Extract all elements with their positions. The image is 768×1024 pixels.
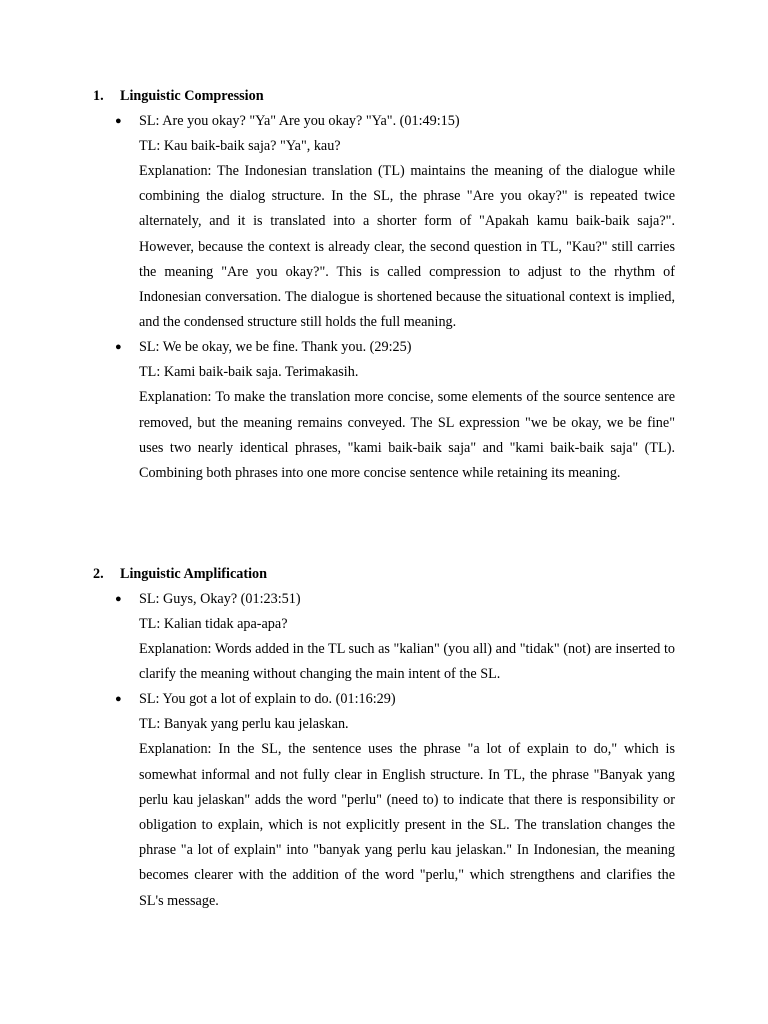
- explanation-paragraph: Explanation: In the SL, the sentence uses the phrase "a lot of explain to do," which is somewhat informal and not fully clear in English structure. In TL, the phrase "Banyak yang perlu kau jelaskan" adds the word "perlu" (need to) to indicate that there is responsibility or obligation to explain, which is not explicitly present in the SL. The translation changes the phrase "a lot of explain" into "banyak yang perlu kau jelaskan." In Indonesian, the meaning becomes clearer with the addition of the word "perlu," which strengthens and clarifies the SL's message.: [139, 741, 675, 909]
- target-language-line: TL: Banyak yang perlu kau jelaskan.: [139, 716, 349, 733]
- section-number: 1.: [93, 88, 104, 104]
- target-language-line: TL: Kau baik-baik saja? "Ya", kau?: [139, 138, 341, 154]
- explanation-paragraph: Explanation: To make the translation more concise, some elements of the source sentence are removed, but the meaning remains conveyed. The SL expression "we be okay, we be fine" uses two nearly identical phrases, "kami baik-baik saja" and "kami baik-baik saja" (TL). Combining both phrases into one more concise sentence while retaining its meaning.: [139, 389, 675, 482]
- explanation-paragraph: Explanation: Words added in the TL such as "kalian" (you all) and "tidak" (not) are inserted to clarify the meaning without changing the main intent of the SL.: [139, 641, 675, 683]
- section-number: 2.: [93, 566, 104, 582]
- section-title: Linguistic Compression: [120, 88, 264, 104]
- target-language-line: TL: Kami baik-baik saja. Terimakasih.: [139, 364, 359, 381]
- list-item: [93, 109, 675, 335]
- bullet-icon: ●: [115, 115, 122, 127]
- bullet-icon: ●: [115, 693, 122, 706]
- source-language-line: SL: You got a lot of explain to do. (01:16:29): [139, 691, 396, 708]
- section-heading: [93, 84, 675, 109]
- explanation-paragraph: Explanation: The Indonesian translation (TL) maintains the meaning of the dialogue while combining the dialog structure. In the SL, the phrase "Are you okay?" is repeated twice alternately, and it is translated into a shorter form of "Apakah kamu baik-baik saja?". However, because the context is already clear, the second question in TL, "Kau?" still carries the meaning "Are you okay?". This is called compression to adjust to the rhythm of Indonesian conversation. The dialogue is shortened because the situational context is implied, and the condensed structure still holds the full meaning.: [139, 163, 675, 331]
- list-item: [93, 687, 675, 913]
- list-item: [93, 335, 675, 486]
- bullet-icon: ●: [115, 341, 122, 354]
- section-title: Linguistic Amplification: [120, 566, 268, 582]
- source-language-line: SL: We be okay, we be fine. Thank you. (29:25): [139, 339, 412, 356]
- bullet-icon: ●: [115, 593, 122, 605]
- section-heading: [93, 562, 675, 587]
- list-item: [93, 587, 675, 687]
- section-linguistic-amplification: [93, 562, 675, 914]
- section-linguistic-compression: [93, 84, 675, 486]
- source-language-line: SL: Guys, Okay? (01:23:51): [139, 591, 301, 607]
- target-language-line: TL: Kalian tidak apa-apa?: [139, 616, 288, 632]
- source-language-line: SL: Are you okay? "Ya" Are you okay? "Ya". (01:49:15): [139, 113, 460, 129]
